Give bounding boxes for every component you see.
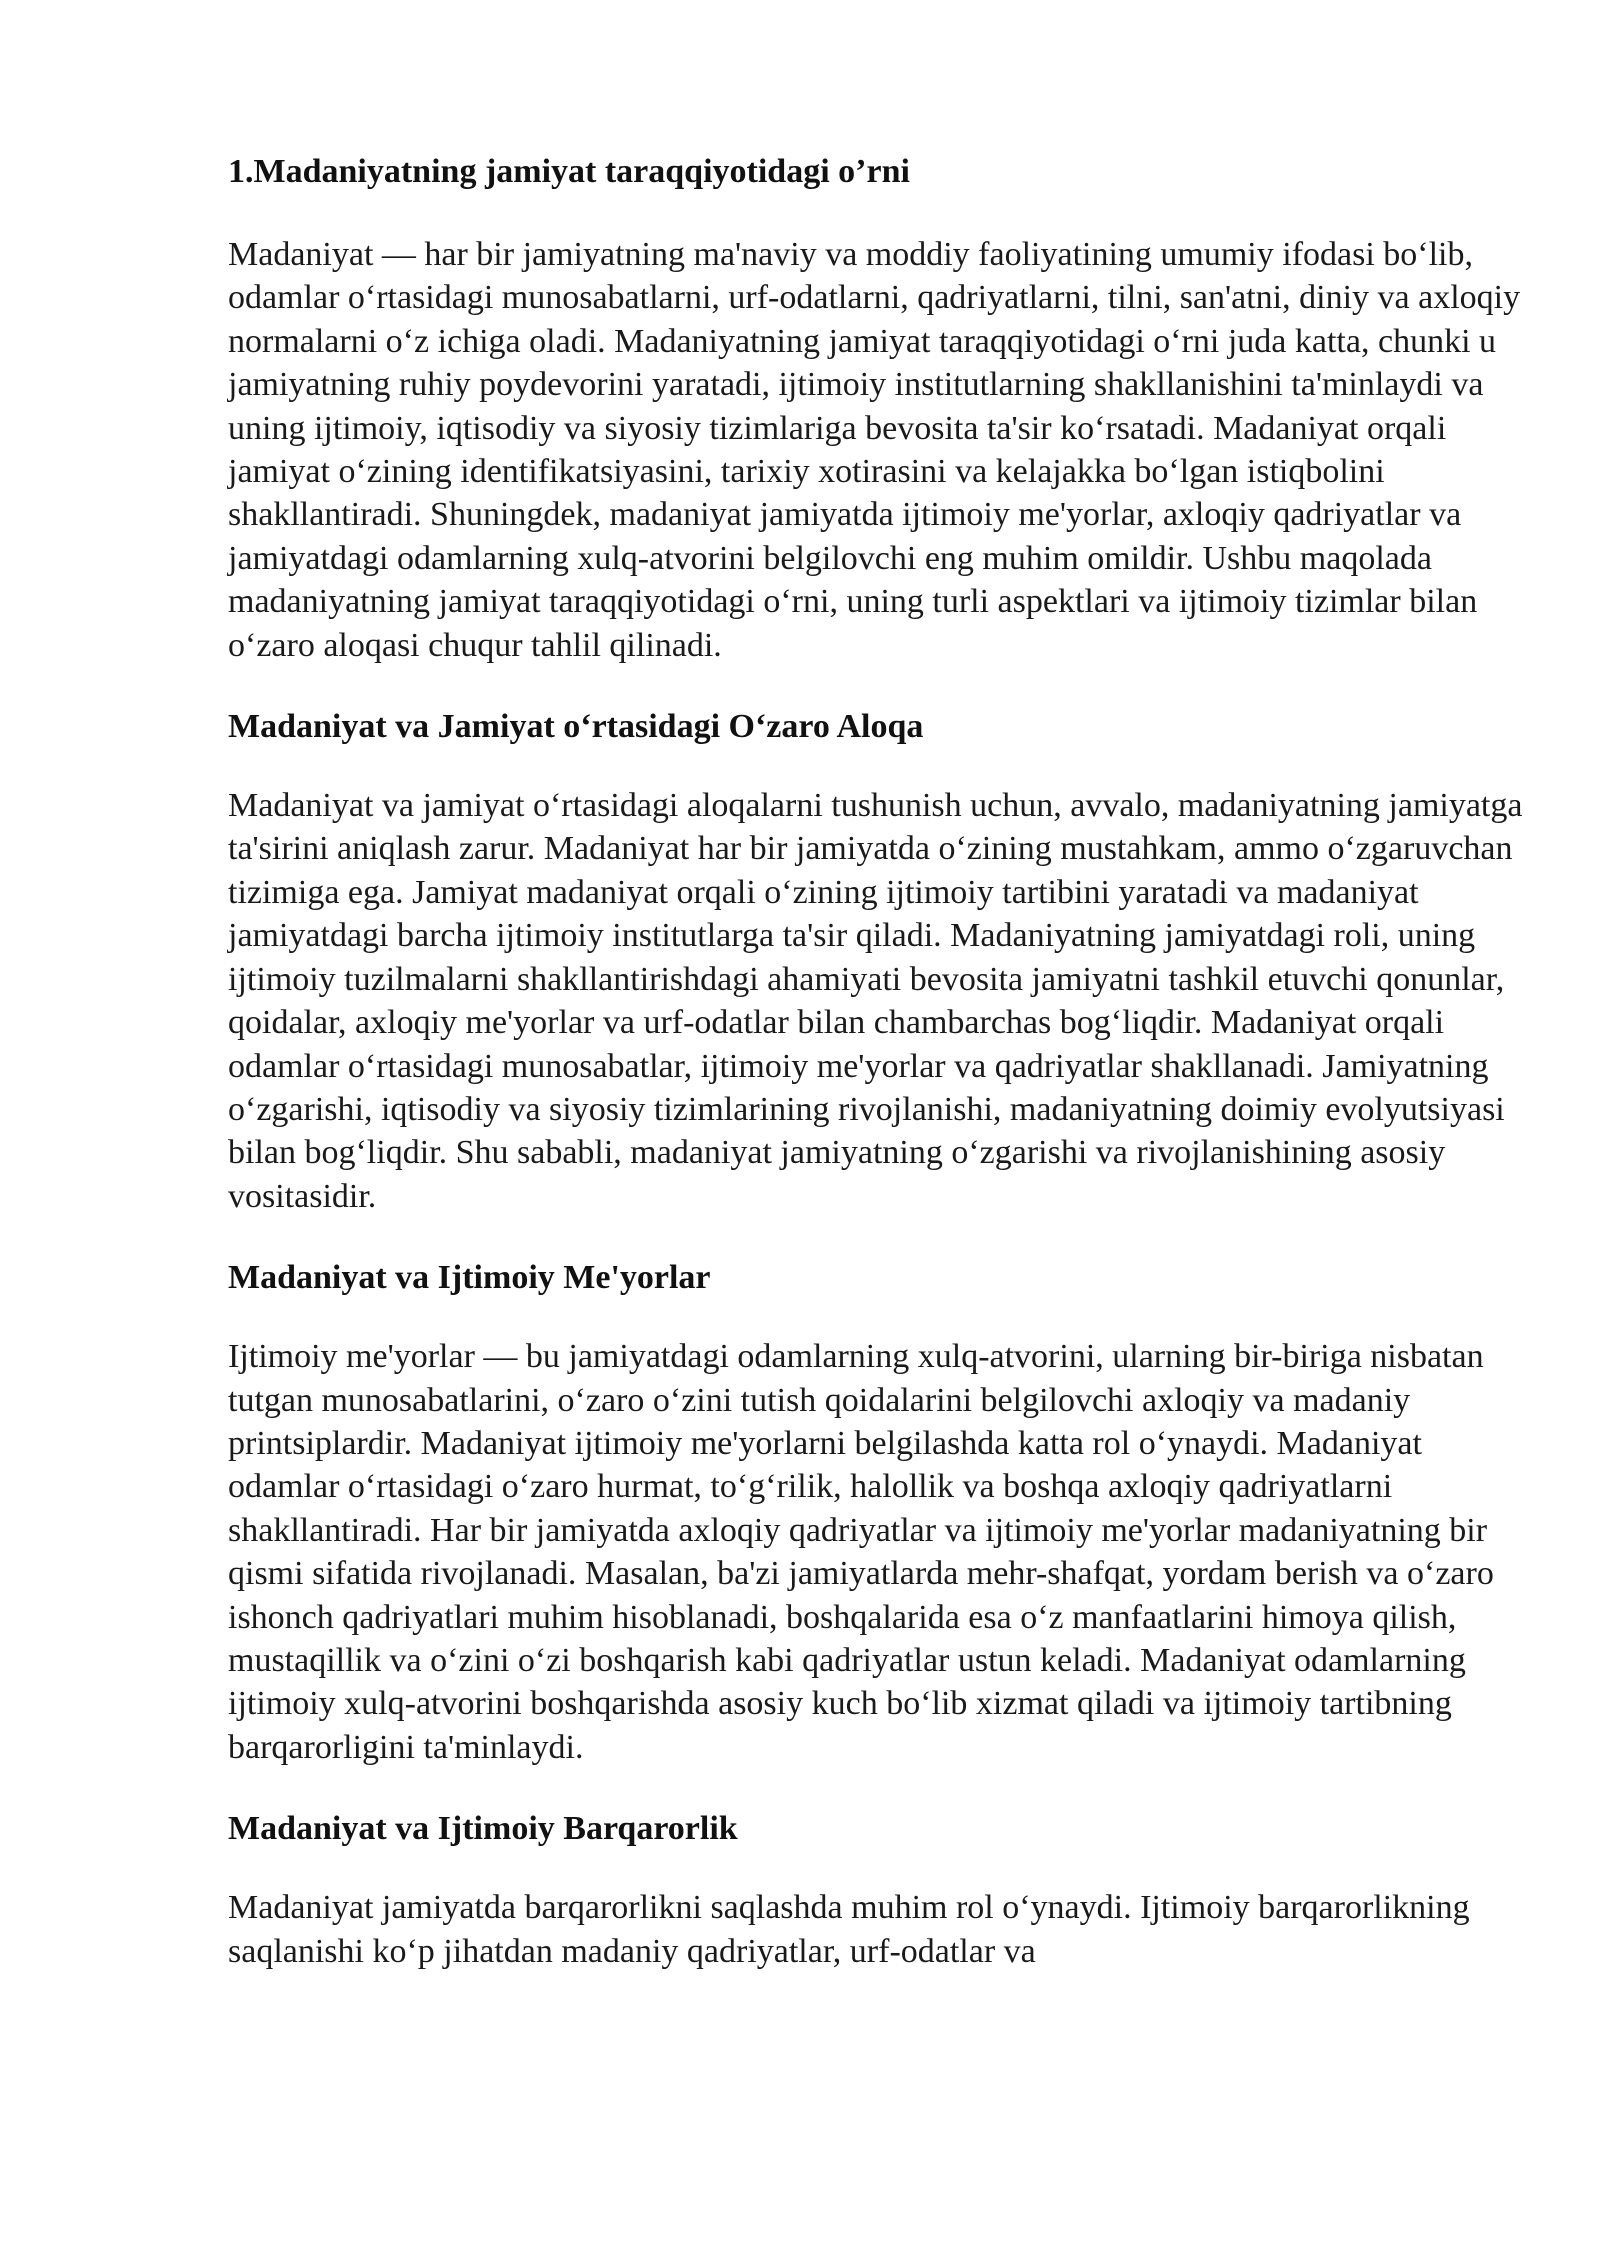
spacer [228, 667, 1528, 705]
section-paragraph-social-stability: Madaniyat jamiyatda barqarorlikni saqlashda muhim rol o‘ynaydi. Ijtimoiy barqarorlikning saqlanishi ko‘p jihatdan madaniy qadriyatlar, urf-odatlar va [228, 1889, 1470, 1970]
spacer [228, 1299, 1528, 1335]
section-paragraph-social-norms: Ijtimoiy me'yorlar — bu jamiyatdagi odamlarning xulq-atvorini, ularning bir-biriga nisbatan tutgan munosabatlarini, o‘zaro o‘zini tutish qoidalarini belgilovchi axloqiy va madaniy printsiplardir. Madaniyat ijtimoiy me'yorlarni belgilashda katta rol o‘ynaydi. Madaniyat odamlar o‘rtasidagi o‘zaro hurmat, to‘g‘rilik, halollik va boshqa axloqiy qadriyatlarni shakllantiradi. Har bir jamiyatda axloqiy qadriyatlar va ijtimoiy me'yorlar madaniyatning bir qismi sifatida rivojlanadi. Masalan, ba'zi jamiyatlarda mehr-shafqat, yordam berish va o‘zaro ishonch qadriyatlari muhim hisoblanadi, boshqalarida esa o‘z manfaatlarini himoya qilish, mustaqillik va o‘zini o‘zi boshqarish kabi qadriyatlar ustun keladi. Madaniyat odamlarning ijtimoiy xulq-atvorini boshqarishda asosiy kuch bo‘lib xizmat qiladi va ijtimoiy tartibning barqarorligini ta'minlaydi. [228, 1338, 1494, 1766]
spacer [228, 1850, 1528, 1886]
document-title: 1.Madaniyatning jamiyat taraqqiyotidagi o’rni [228, 153, 910, 190]
section-heading-social-norms: Madaniyat va Ijtimoiy Me'yorlar [228, 1259, 711, 1297]
document-page [228, 150, 1528, 1973]
section-heading-culture-society: Madaniyat va Jamiyat o‘rtasidagi O‘zaro Aloqa [228, 708, 924, 746]
spacer [228, 748, 1528, 784]
spacer [228, 1218, 1528, 1256]
section-heading-social-stability: Madaniyat va Ijtimoiy Barqarorlik [228, 1810, 738, 1848]
spacer [228, 1769, 1528, 1807]
intro-paragraph: Madaniyat — har bir jamiyatning ma'naviy va moddiy faoliyatining umumiy ifodasi bo‘lib, odamlar o‘rtasidagi munosabatlarni, urf-odatlarni, qadriyatlarni, tilni, san'atni, diniy va axloqiy normalarni o‘z ichiga oladi. Madaniyatning jamiyat taraqqiyotidagi o‘rni juda katta, chunki u jamiyatning ruhiy poydevorini yaratadi, ijtimoiy institutlarning shakllanishini ta'minlaydi va uning ijtimoiy, iqtisodiy va siyosiy tizimlariga bevosita ta'sir ko‘rsatadi. Madaniyat orqali jamiyat o‘zining identifikatsiyasini, tarixiy xotirasini va kelajakka bo‘lgan istiqbolini shakllantiradi. Shuningdek, madaniyat jamiyatda ijtimoiy me'yorlar, axloqiy qadriyatlar va jamiyatdagi odamlarning xulq-atvorini belgilovchi eng muhim omildir. Ushbu maqolada madaniyatning jamiyat taraqqiyotidagi o‘rni, uning turli aspektlari va ijtimoiy tizimlar bilan o‘zaro aloqasi chuqur tahlil qilinadi. [228, 236, 1521, 664]
spacer [228, 193, 1528, 233]
section-paragraph-culture-society: Madaniyat va jamiyat o‘rtasidagi aloqalarni tushunish uchun, avvalo, madaniyatning jamiyatga ta'sirini aniqlash zarur. Madaniyat har bir jamiyatda o‘zining mustahkam, ammo o‘zgaruvchan tizimiga ega. Jamiyat madaniyat orqali o‘zining ijtimoiy tartibini yaratadi va madaniyat jamiyatdagi barcha ijtimoiy institutlarga ta'sir qiladi. Madaniyatning jamiyatdagi roli, uning ijtimoiy tuzilmalarni shakllantirishdagi ahamiyati bevosita jamiyatni tashkil etuvchi qonunlar, qoidalar, axloqiy me'yorlar va urf-odatlar bilan chambarchas bog‘liqdir. Madaniyat orqali odamlar o‘rtasidagi munosabatlar, ijtimoiy me'yorlar va qadriyatlar shakllanadi. Jamiyatning o‘zgarishi, iqtisodiy va siyosiy tizimlarining rivojlanishi, madaniyatning doimiy evolyutsiyasi bilan bog‘liqdir. Shu sababli, madaniyat jamiyatning o‘zgarishi va rivojlanishining asosiy vositasidir. [228, 787, 1523, 1215]
